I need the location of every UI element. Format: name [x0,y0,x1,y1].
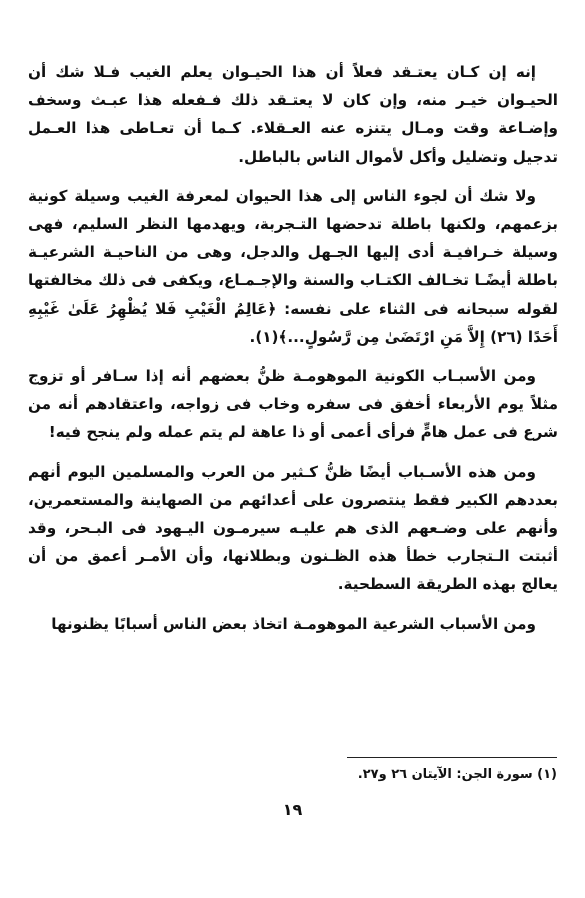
main-text-column [28,58,558,638]
footnote-divider [347,757,557,758]
paragraph-1: إنه إن كـان يعتـقد فعلاً أن هذا الحيـوان يعلم الغيب فـلا شك أن الحيـوان خيـر منه، وإن كان لا يعتـقد ذلك فـفعله هذا عبـث وسخف وإضـاعة وقت ومـال يتنزه عنه العـقلاء. كـما أن تعـاطى هذا العـمل تدجيل وتضليل وأكل لأموال الناس بالباطل. [28,63,558,166]
paragraph-2: ولا شك أن لجوء الناس إلى هذا الحيوان لمعرفة الغيب وسيلة كونية بزعمهم، ولكنها باطلة تدحضها التـجربة، ويهدمها النظر السليم، فهى وسيلة خـرافيـة أدى إليها الجـهل والدجل، وهى من الناحيـة الشرعيـة باطلة أيضًـا تخـالف الكتـاب والسنة والإجـمـاع، ويكفى فى ذلك مخالفتها لقوله سبحانه فى الثناء على نفسه: ﴿عَالِمُ الْغَيْبِ فَلا يُظْهِرُ عَلَىٰ غَيْبِهِ أَحَدًا (٢٦) إِلاَّ مَنِ ارْتَضَىٰ مِن رَّسُولٍ...﴾(١). [28,186,558,346]
paragraph-5: ومن الأسباب الشرعية الموهومـة اتخاذ بعض الناس أسبابًا يظنونها [51,614,536,633]
paragraph-3: ومن الأسبـاب الكونية الموهومـة ظنُّ بعضهم أنه إذا سـافر أو تزوج مثلاً يوم الأربعاء أخفق فى سفره وخاب فى زواجه، واعتقادهم أنه من شرع فى عمل هامٍّ فرأى أعمى أو ذا عاهة لم يتم عمله ولم ينجح فيه! [28,367,558,442]
paragraph-4: ومن هذه الأسـباب أيضًا ظنُّ كـثير من العرب والمسلمين اليوم أنهم بعددهم الكبير فقط ينتصرون على أعدائهم من الصهاينة والمستعمرين، وأنهم على وضـعهم الذى هم عليـه سيرمـون اليـهود فى البـحر، وقد أثبتت الـتجارب خطأ هذه الظـنون وبطلانها، وأن الأمـر أعمق من أن يعالج بهذه الطريقة السطحية. [28,462,558,594]
page-number: ١٩ [282,800,303,819]
footnote: (١) سورة الجن: الآيتان ٢٦ و٢٧. [357,767,557,782]
